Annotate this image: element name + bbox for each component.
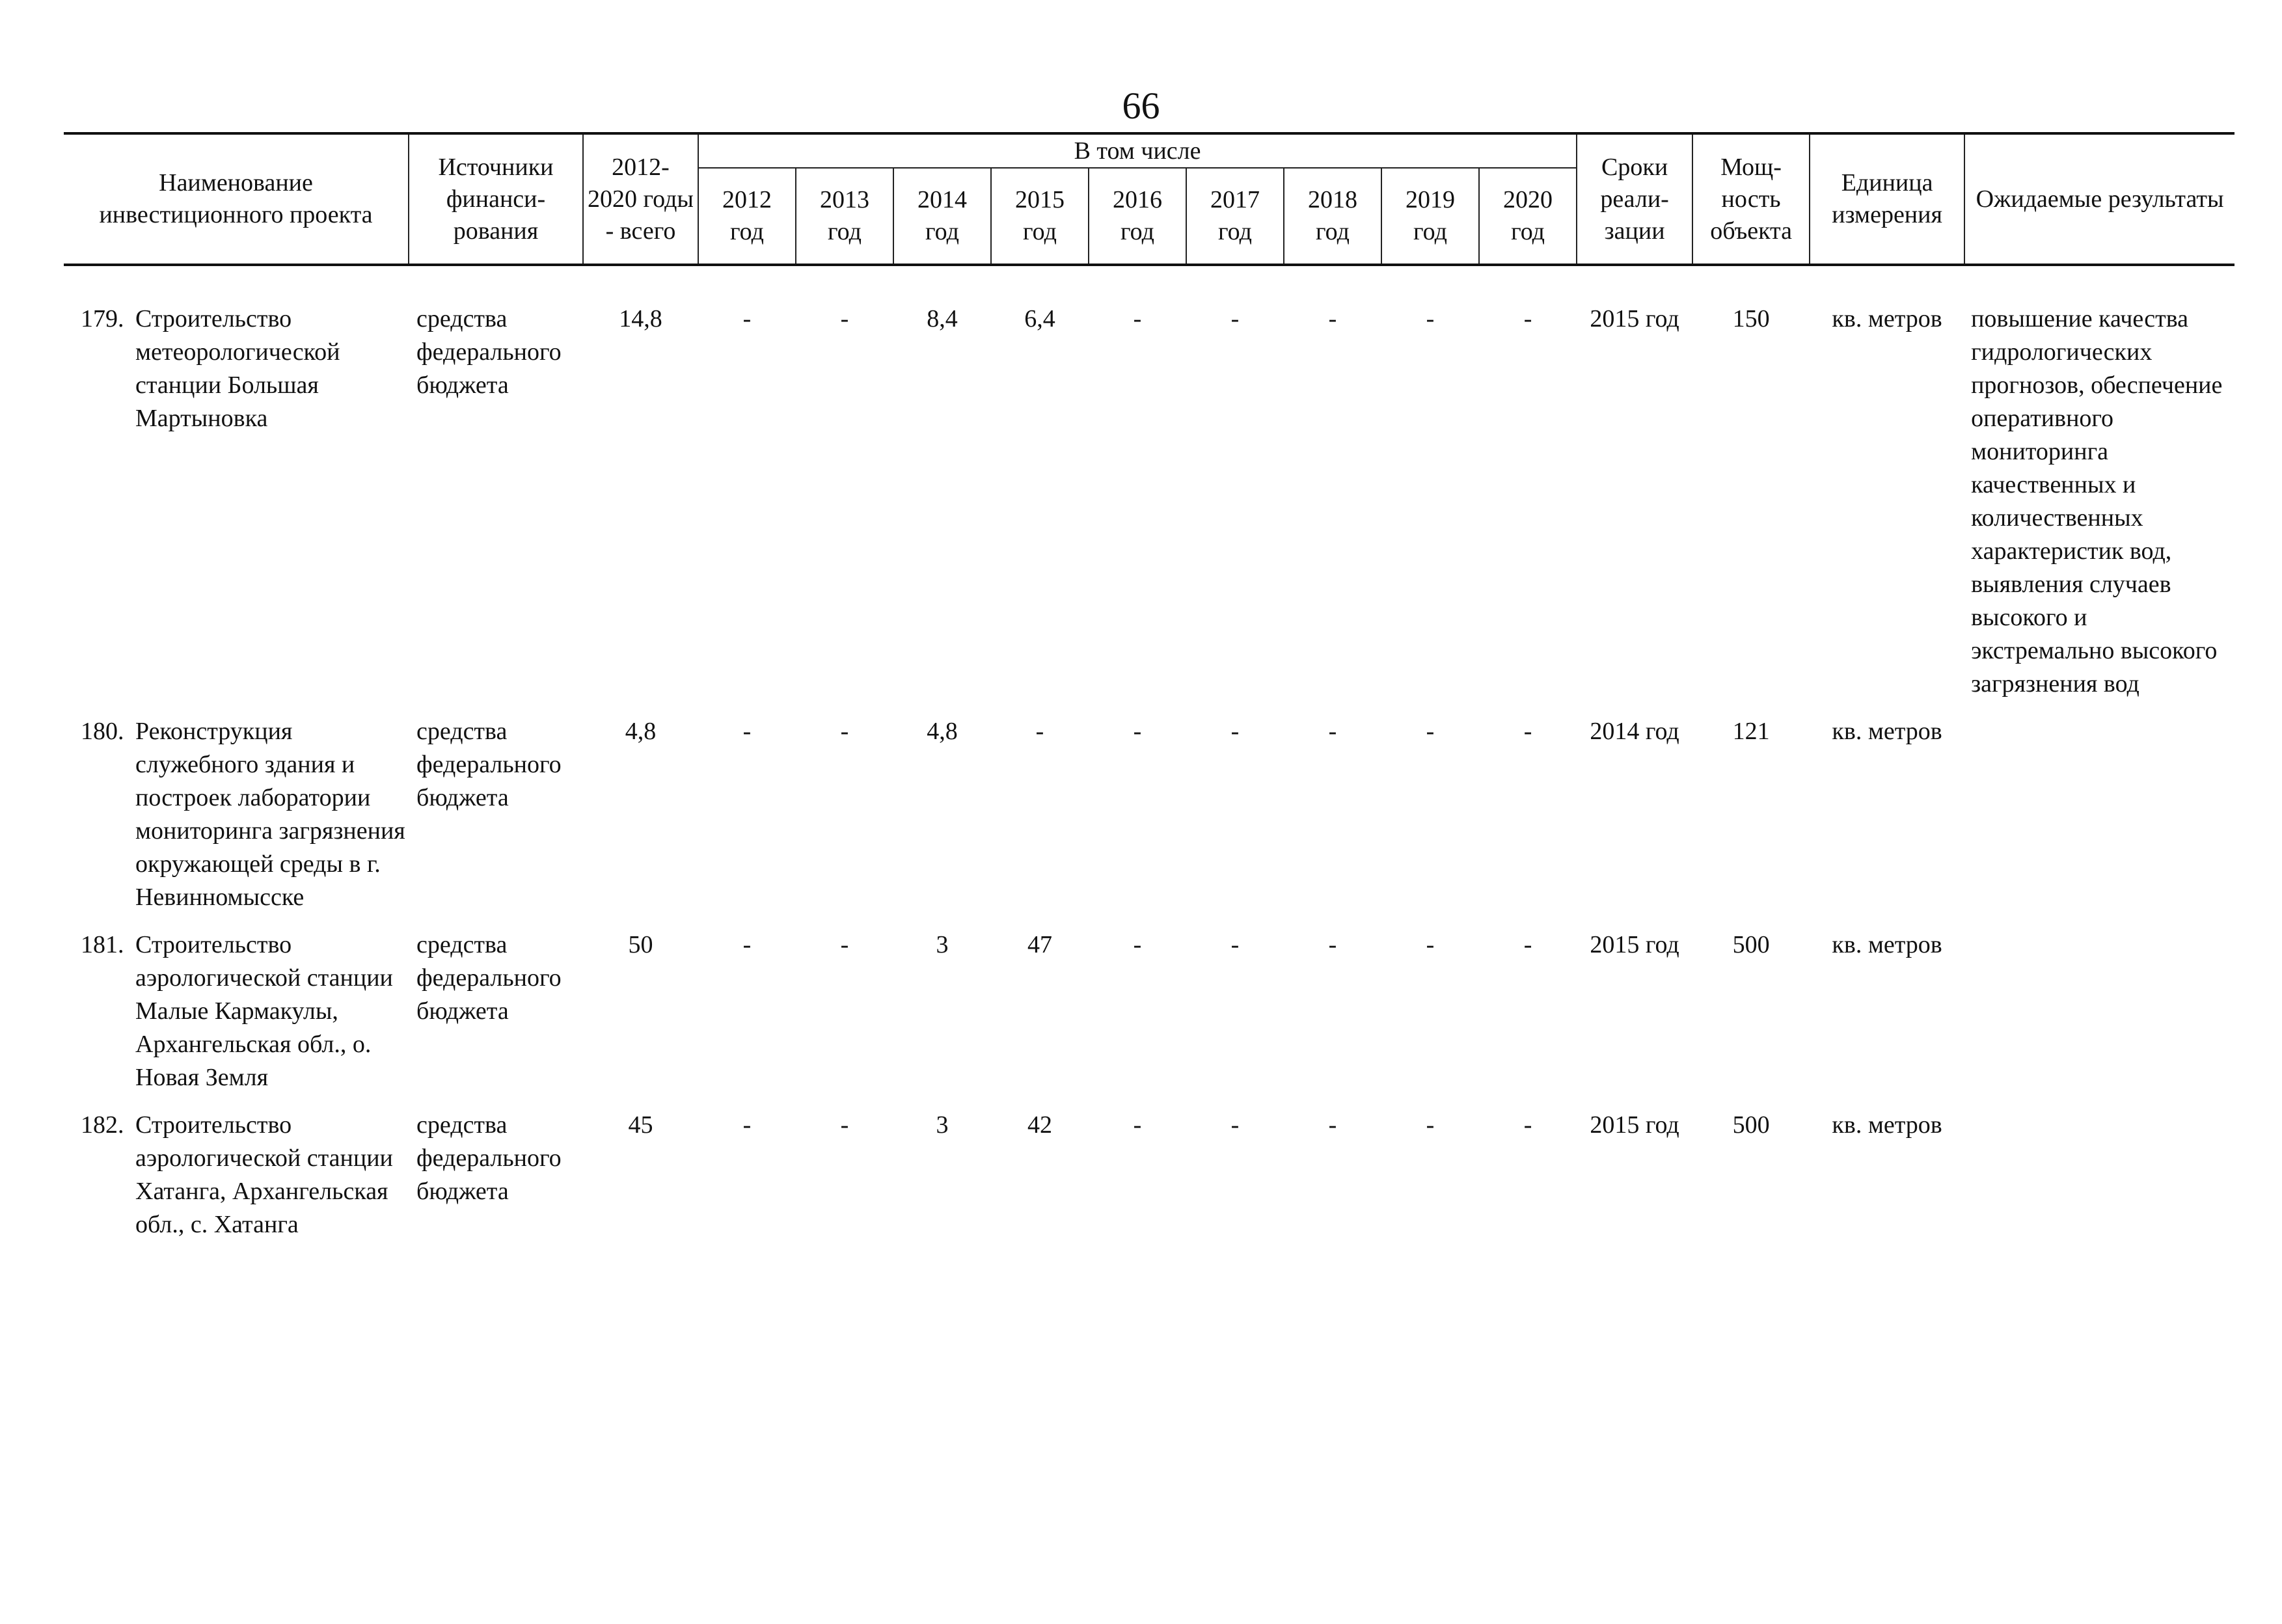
year-value: - — [1328, 931, 1337, 958]
row-number: 179. — [81, 305, 124, 332]
header-year-2020: 2020 год — [1479, 168, 1577, 265]
project-name: Строительство аэрологической станции Малые Кармакулы, Архангельская обл., о. Новая Земля — [135, 931, 393, 1091]
header-results: Ожидаемые результаты — [1964, 133, 2234, 265]
table-row — [64, 928, 2234, 1109]
year-value: 4,8 — [927, 718, 958, 745]
expected-result — [1964, 928, 2234, 1109]
year-value: - — [1230, 305, 1240, 332]
year-value: - — [1328, 718, 1337, 745]
capacity-value: 500 — [1732, 931, 1770, 958]
year-value: 3 — [936, 1111, 949, 1139]
total-value: 4,8 — [625, 718, 657, 745]
header-capacity: Мощ-ность объекта — [1692, 133, 1810, 265]
year-value: - — [1133, 305, 1142, 332]
year-value: 42 — [1027, 1111, 1052, 1139]
year-value: - — [742, 1111, 752, 1139]
total-value: 45 — [628, 1111, 653, 1139]
year-value: 8,4 — [927, 305, 958, 332]
funding-source: средства федерального бюджета — [416, 1111, 562, 1205]
year-value: - — [1328, 305, 1337, 332]
year-value: - — [1230, 931, 1240, 958]
total-value: 50 — [628, 931, 653, 958]
year-value: - — [1523, 305, 1532, 332]
year-value: 6,4 — [1024, 305, 1055, 332]
year-value: - — [840, 1111, 849, 1139]
year-value: 3 — [936, 931, 949, 958]
header-term: Сроки реали-зации — [1577, 133, 1692, 265]
year-value: - — [1426, 718, 1435, 745]
header-including: В том числе — [698, 133, 1577, 168]
header-year-2015: 2015 год — [991, 168, 1089, 265]
expected-result: повышение качества гидрологических прогнозов, обеспечение оперативного мониторинга качественных и количественных характеристик вод, выявления случаев высокого и экстремально высокого загрязнения вод — [1971, 305, 2223, 697]
year-value: - — [1523, 718, 1532, 745]
term-value: 2014 год — [1590, 718, 1679, 745]
unit-value: кв. метров — [1832, 718, 1942, 745]
header-year-2019: 2019 год — [1381, 168, 1479, 265]
header-year-2016: 2016 год — [1089, 168, 1186, 265]
header-year-2017: 2017 год — [1186, 168, 1284, 265]
capacity-value: 150 — [1732, 305, 1770, 332]
year-value: - — [1426, 305, 1435, 332]
year-value: - — [742, 931, 752, 958]
unit-value: кв. метров — [1832, 931, 1942, 958]
funding-source: средства федерального бюджета — [416, 305, 562, 399]
year-value: - — [840, 718, 849, 745]
year-value: - — [840, 305, 849, 332]
year-value: - — [742, 305, 752, 332]
year-value: - — [1426, 931, 1435, 958]
year-value: - — [1523, 931, 1532, 958]
expected-result — [1964, 715, 2234, 928]
header-project-name: Наименование инвестиционного проекта — [64, 133, 409, 265]
year-value: - — [1230, 718, 1240, 745]
unit-value: кв. метров — [1832, 1111, 1942, 1139]
header-year-2013: 2013 год — [796, 168, 893, 265]
term-value: 2015 год — [1590, 931, 1679, 958]
expected-result — [1964, 1109, 2234, 1256]
year-value: - — [1230, 1111, 1240, 1139]
year-value: - — [742, 718, 752, 745]
year-value: - — [1133, 1111, 1142, 1139]
investment-projects-table — [64, 132, 2234, 1256]
page-number: 66 — [1122, 85, 1160, 127]
year-value: 47 — [1027, 931, 1052, 958]
funding-source: средства федерального бюджета — [416, 718, 562, 811]
table-row — [64, 1109, 2234, 1256]
capacity-value: 500 — [1732, 1111, 1770, 1139]
project-name: Реконструкция служебного здания и построек лаборатории мониторинга загрязнения окружающей среды в г. Невинномысске — [135, 718, 405, 911]
year-value: - — [1426, 1111, 1435, 1139]
header-year-2014: 2014 год — [893, 168, 991, 265]
header-year-2018: 2018 год — [1284, 168, 1381, 265]
header-sources: Источники финанси-рования — [409, 133, 583, 265]
table-row — [64, 303, 2234, 715]
year-value: - — [1523, 1111, 1532, 1139]
unit-value: кв. метров — [1832, 305, 1942, 332]
header-unit: Единица измерения — [1810, 133, 1964, 265]
year-value: - — [1328, 1111, 1337, 1139]
term-value: 2015 год — [1590, 1111, 1679, 1139]
total-value: 14,8 — [619, 305, 662, 332]
row-number: 181. — [81, 931, 124, 958]
funding-source: средства федерального бюджета — [416, 931, 562, 1025]
header-year-2012: 2012 год — [698, 168, 796, 265]
header-total: 2012-2020 годы - всего — [583, 133, 698, 265]
row-number: 180. — [81, 718, 124, 745]
term-value: 2015 год — [1590, 305, 1679, 332]
year-value: - — [840, 931, 849, 958]
project-name: Строительство метеорологической станции Большая Мартыновка — [135, 305, 340, 432]
capacity-value: 121 — [1732, 718, 1770, 745]
year-value: - — [1133, 718, 1142, 745]
project-name: Строительство аэрологической станции Хатанга, Архангельская обл., с. Хатанга — [135, 1111, 393, 1238]
year-value: - — [1035, 718, 1044, 745]
row-number: 182. — [81, 1111, 124, 1139]
year-value: - — [1133, 931, 1142, 958]
table-row — [64, 715, 2234, 928]
